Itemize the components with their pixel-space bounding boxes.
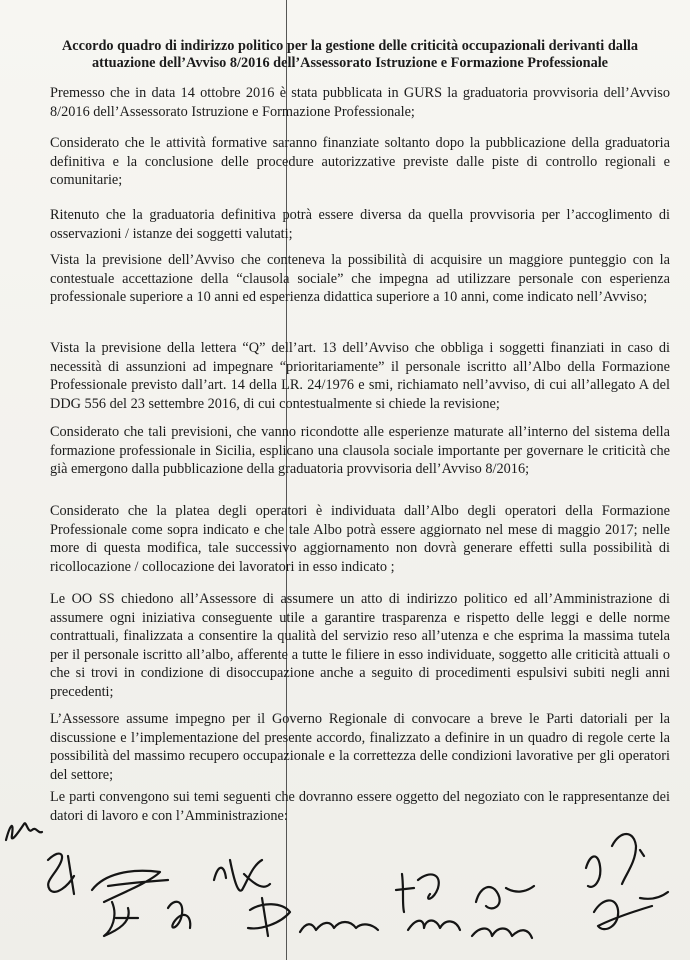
paragraph-premesso: Premesso che in data 14 ottobre 2016 è stata pubblicata in GURS la graduatoria provvisoria dell’Avviso 8/2016 dell’Assessorato Istruzione e Formazione Professionale; [50, 85, 670, 120]
signature-7 [248, 898, 290, 936]
paragraph-ritenuto: Ritenuto che la graduatoria definitiva potrà essere diversa da quella provvisoria per l’accoglimento di osservazioni / istanze dei soggetti valutati; [50, 207, 670, 242]
signature-6 [214, 860, 270, 891]
handwritten-signatures [0, 790, 690, 960]
signature-5 [168, 902, 190, 928]
signature-8 [300, 922, 378, 932]
signature-4 [104, 902, 138, 936]
signature-1 [6, 823, 42, 840]
document-title: Accordo quadro di indirizzo politico per la gestione delle criticità occupazionali derivanti dalla attuazione dell’Avviso 8/2016 dell’Assessorato Istruzione e Formazione Professionale [61, 38, 639, 71]
signature-10 [408, 921, 460, 931]
signatures-area [0, 790, 690, 960]
signature-14 [594, 892, 668, 929]
paragraph-oo-ss: Le OO SS chiedono all’Assessore di assumere un atto di indirizzo politico ed all’Amministrazione di assumere ogni iniziativa conseguente utile a garantire trasparenza e rispetto delle leggi e delle norme contrattuali, finalizzata a consentire la qualità del servizio reso all’utenza e che esprima la massima tutela per il personale iscritto all’albo, afferente a tutte le filiere in esso individuate, soggetto alle criticità attuali o che si trovi in condizione di disoccupazione anche a seguito di procedimenti espulsivi subiti negli anni precedenti; [50, 591, 670, 700]
signature-12 [472, 929, 532, 939]
paragraph-considerato-finanziamento: Considerato che le attività formative saranno finanziate soltanto dopo la pubblicazione della graduatoria definitiva e la conclusione delle procedure autorizzative previste dalle piste di controllo regionali e comunitarie; [50, 135, 670, 188]
paragraph-parti-convengono: Le parti convengono sui temi seguenti che dovranno essere oggetto del negoziato con le rappresentanze dei datori di lavoro e con l’Amministrazione: [50, 789, 670, 824]
paragraph-considerato-previsioni: Considerato che tali previsioni, che vanno ricondotte alle esperienze maturate all’interno del sistema della formazione professionale in Sicilia, esplicano una clausola sociale importante per governare le criticità che già emergono dalla pubblicazione della graduatoria provvisoria dell’Avviso 8/2016; [50, 424, 670, 477]
paragraph-vista-clausola-sociale: Vista la previsione dell’Avviso che conteneva la possibilità di acquisire un maggiore punteggio con la contestuale accettazione della “clausola sociale” che impegna ad utilizzare personale con esperienza professionale superiore a 10 anni ed esperienza didattica superiore a 10 anni, come indicato nell’Avviso; [50, 252, 670, 305]
signature-11 [476, 886, 534, 908]
signature-2 [48, 854, 74, 894]
paragraph-vista-lettera-q: Vista la previsione della lettera “Q” dell’art. 13 dell’Avviso che obbliga i soggetti finanziati in caso di necessità di assunzioni ad impegnare “prioritariamente” il personale iscritto all’Albo della Formazione Professionale previsto dall’art. 14 della LR. 24/1976 e smi, richiamato nell’avviso, di cui all’allegato A del DDG 556 del 23 settembre 2016, di cui contestualmente si chiede la revisione; [50, 340, 670, 412]
signature-3 [92, 871, 168, 902]
signature-9 [396, 874, 439, 912]
paragraph-considerato-platea: Considerato che la platea degli operatori è individuata dall’Albo degli operatori della Formazione Professionale come sopra indicato e che tale Albo potrà essere aggiornato nel mese di maggio 2017; nelle more di questa modifica, tale successivo aggiornamento non dovrà generare effetti sulla possibilità di ricollocazione / collocazione dei lavoratori in esso indicato ; [50, 503, 670, 575]
signature-13 [586, 834, 644, 887]
paragraph-assessore: L’Assessore assume impegno per il Governo Regionale di convocare a breve le Parti datoriali per la discussione e l’implementazione del presente accordo, finalizzato a definire in un quadro di regole certe la possibilità del massimo recupero occupazionale e la correttezza delle condizioni lavorative per gli operatori del settore; [50, 711, 670, 783]
